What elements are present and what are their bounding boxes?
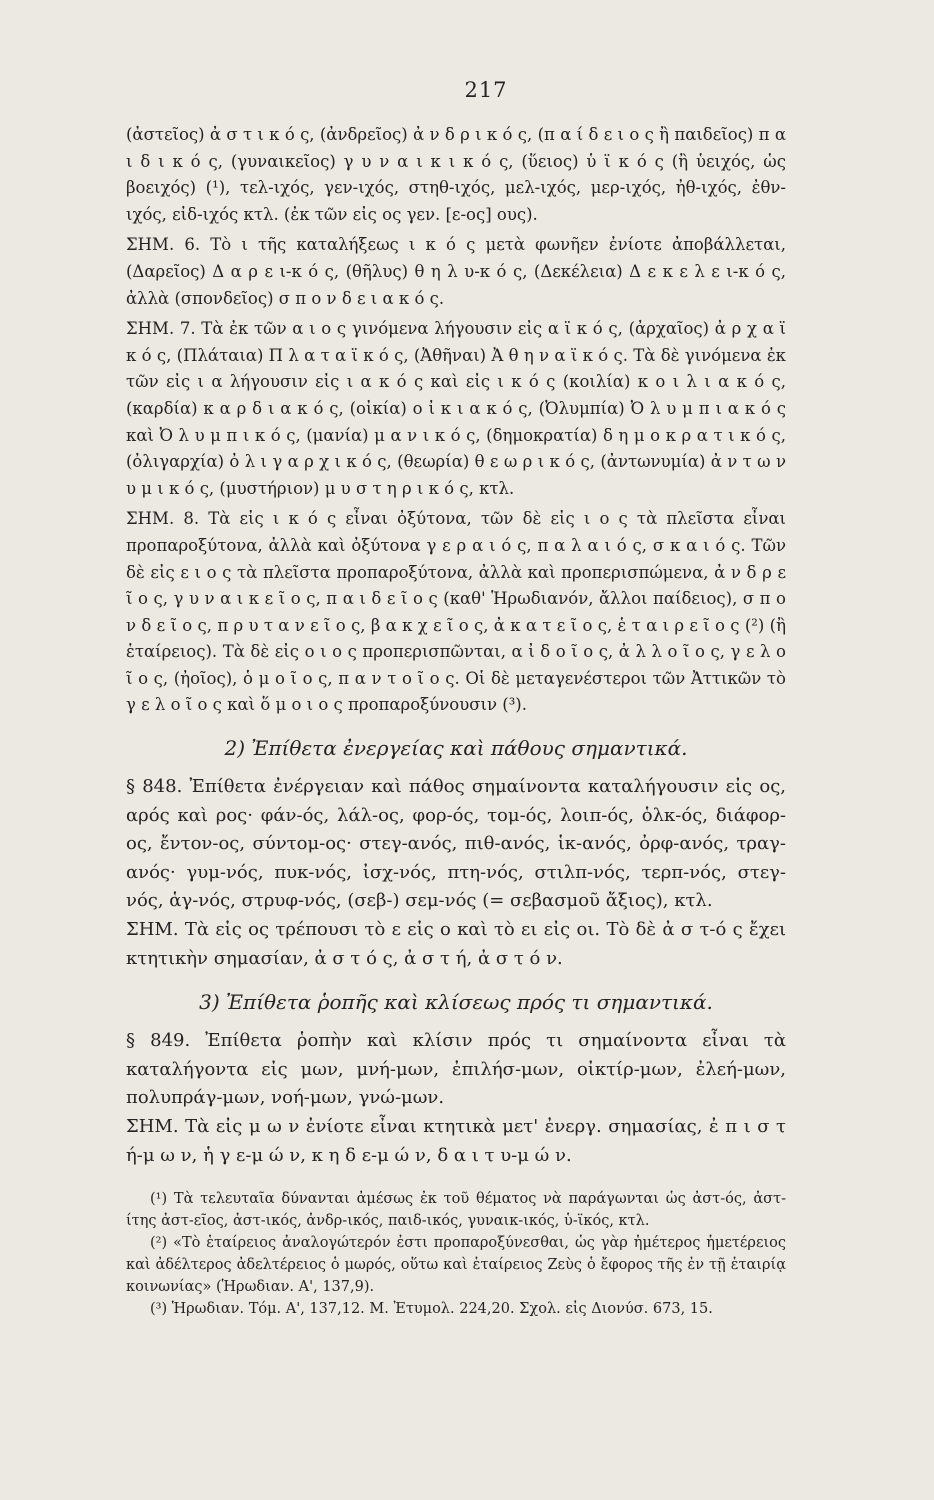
section-848-note: ΣΗΜ. Τὰ εἰς ος τρέπουσι τὸ ε εἰς ο καὶ τὸ ει εἰς οι. Τὸ δὲ ἀ σ τ-ό ς ἔχει κτητικὴν σημασίαν, ἀ σ τ ό ς, ἀ σ τ ή, ἀ σ τ ό ν. bbox=[126, 919, 786, 969]
footnotes bbox=[126, 1188, 786, 1320]
note-8: ΣΗΜ. 8. Τὰ εἰς ι κ ό ς εἶναι ὀξύτονα, τῶν δὲ εἰς ι ο ς τὰ πλεῖστα εἶναι προπαροξύτονα, ἀλλὰ καὶ ὀξύτονα γ ε ρ α ι ό ς, π α λ α ι ό ς, σ κ α ι ό ς. Τῶν δὲ εἰς ε ι ο ς τὰ πλεῖστα προπαροξύτονα, ἀλλὰ καὶ προπερισπώμενα, ἀ ν δ ρ ε ῖ ο ς, γ υ ν α ι κ ε ῖ ο ς, π α ι δ ε ῖ ο ς (καθ' Ἡρωδιανόν, ἄλλοι παίδειος), σ π ο ν δ ε ῖ ο ς, π ρ υ τ α ν ε ῖ ο ς, β α κ χ ε ῖ ο ς, ἀ κ α τ ε ῖ ο ς, ἑ τ α ι ρ ε ῖ ο ς (²) (ἢ ἑταίρειος). Τὰ δὲ εἰς ο ι ο ς προπερισπῶνται, α ἰ δ ο ῖ ο ς, ἀ λ λ ο ῖ ο ς, γ ε λ ο ῖ ο ς, (ἠοῖος), ὁ μ ο ῖ ο ς, π α ν τ ο ῖ ο ς. Οἱ δὲ μεταγενέστεροι τῶν Ἀττικῶν τὸ γ ε λ ο ῖ ο ς καὶ ὅ μ ο ι ο ς προπαροξύνουσιν (³). bbox=[126, 509, 786, 715]
note-6: ΣΗΜ. 6. Τὸ ι τῆς καταλήξεως ι κ ό ς μετὰ φωνῆεν ἐνίοτε ἀποβάλλεται, (Δαρεῖος) Δ α ρ ε ι-κ ό ς, (θῆλυς) θ η λ υ-κ ό ς, (Δεκέλεια) Δ ε κ ε λ ε ι-κ ό ς, ἀλλὰ (σπονδεῖος) σ π ο ν δ ε ι α κ ό ς. bbox=[126, 235, 786, 308]
section-849-note: ΣΗΜ. Τὰ εἰς μ ω ν ἐνίοτε εἶναι κτητικὰ μετ' ἐνεργ. σημασίας, ἐ π ι σ τ ή-μ ω ν, ἡ γ ε-μ ώ ν, κ η δ ε-μ ώ ν, δ α ι τ υ-μ ώ ν. bbox=[126, 1116, 786, 1166]
section-849: § 849. Ἐπίθετα ῥοπὴν καὶ κλίσιν πρός τι σημαίνοντα εἶναι τὰ καταλήγοντα εἰς μων, μνή-μων, ἐπιλήσ-μων, οἰκτίρ-μων, ἐλεή-μων, πολυπράγ-μων, νοή-μων, γνώ-μων. bbox=[126, 1030, 786, 1109]
footnote-1: (¹) Τὰ τελευταῖα δύνανται ἀμέσως ἐκ τοῦ θέματος νὰ παράγωνται ὡς ἀστ-ός, ἀστ-ίτης ἀστ-εῖος, ἀστ-ικός, ἀνδρ-ικός, παιδ-ικός, γυναικ-ικός, ὑ-ϊκός, κτλ. bbox=[126, 1191, 786, 1230]
note-7: ΣΗΜ. 7. Τὰ ἐκ τῶν α ι ο ς γινόμενα λήγουσιν εἰς α ϊ κ ό ς, (ἀρχαῖος) ἀ ρ χ α ϊ κ ό ς, (Πλάταια) Π λ α τ α ϊ κ ό ς, (Ἀθῆναι) Ἀ θ η ν α ϊ κ ό ς. Τὰ δὲ γινόμενα ἐκ τῶν εἰς ι α λήγουσιν εἰς ι α κ ό ς καὶ εἰς ι κ ό ς (κοιλία) κ ο ι λ ι α κ ό ς, (καρδία) κ α ρ δ ι α κ ό ς, (οἰκία) ο ἰ κ ι α κ ό ς, (Ὀλυμπία) Ὀ λ υ μ π ι α κ ό ς καὶ Ὀ λ υ μ π ι κ ό ς, (μανία) μ α ν ι κ ό ς, (δημοκρατία) δ η μ ο κ ρ α τ ι κ ό ς, (ὀλιγαρχία) ὀ λ ι γ α ρ χ ι κ ό ς, (θεωρία) θ ε ω ρ ι κ ό ς, (ἀντωνυμία) ἀ ν τ ω ν υ μ ι κ ό ς, (μυστήριον) μ υ σ τ η ρ ι κ ό ς, κτλ. bbox=[126, 319, 786, 498]
intro-paragraph: (ἀστεῖος) ἀ σ τ ι κ ό ς, (ἀνδρεῖος) ἀ ν δ ρ ι κ ό ς, (π α ί δ ε ι ο ς ἢ παιδεῖος) π α ι δ ι κ ό ς, (γυναικεῖος) γ υ ν α ι κ ι κ ό ς, (ὕειος) ὑ ϊ κ ό ς (ἢ ὑειχός, ὡς βοειχός) (¹), τελ-ιχός, γεν-ιχός, στηθ-ιχός, μελ-ιχός, μερ-ιχός, ἠθ-ιχός, ἐθν-ιχός, εἰδ-ιχός κτλ. (ἐκ τῶν εἰς ος γεν. [ε-ος] ους). bbox=[126, 125, 786, 224]
section-heading-2: 2) Ἐπίθετα ἐνεργείας καὶ πάθους σημαντικά. bbox=[224, 736, 688, 761]
footnote-3: (³) Ἡρωδιαν. Τόμ. Α', 137,12. Μ. Ἐτυμολ. 224,20. Σχολ. εἰς Διονύσ. 673, 15. bbox=[150, 1301, 713, 1318]
section-848: § 848. Ἐπίθετα ἐνέργειαν καὶ πάθος σημαίνοντα καταλήγουσιν εἰς ος, αρός καὶ ρος· φάν-ός, λάλ-ος, φορ-ός, τομ-ός, λοιπ-ός, ὁλκ-ός, διάφορ-ος, ἔντον-ος, σύντομ-ος· στεγ-ανός, πιθ-ανός, ἱκ-ανός, ὀρφ-ανός, τραγ-ανός· γυμ-νός, πυκ-νός, ἰσχ-νός, πτη-νός, στιλπ-νός, τερπ-νός, στεγ-νός, ἁγ-νός, στρυφ-νός, (σεβ-) σεμ-νός (= σεβασμοῦ ἄξιος), κτλ. bbox=[126, 776, 786, 912]
footnote-2: (²) «Τὸ ἑταίρειος ἀναλογώτερόν ἐστι προπαροξύνεσθαι, ὡς γὰρ ἡμέτερος ἡμετέρειος καὶ ἀδέλτερος ἀδελτέρειος ὁ μωρός, οὕτω καὶ ἑταίρειος Ζεὺς ὁ ἔφορος τῆς ἐν τῇ ἑταιρίᾳ κοινωνίας» (Ἡρωδιαν. Α', 137,9). bbox=[126, 1235, 786, 1296]
section-heading-3: 3) Ἐπίθετα ῥοπῆς καὶ κλίσεως πρός τι σημαντικά. bbox=[199, 990, 713, 1015]
page-number: 217 bbox=[464, 78, 508, 102]
